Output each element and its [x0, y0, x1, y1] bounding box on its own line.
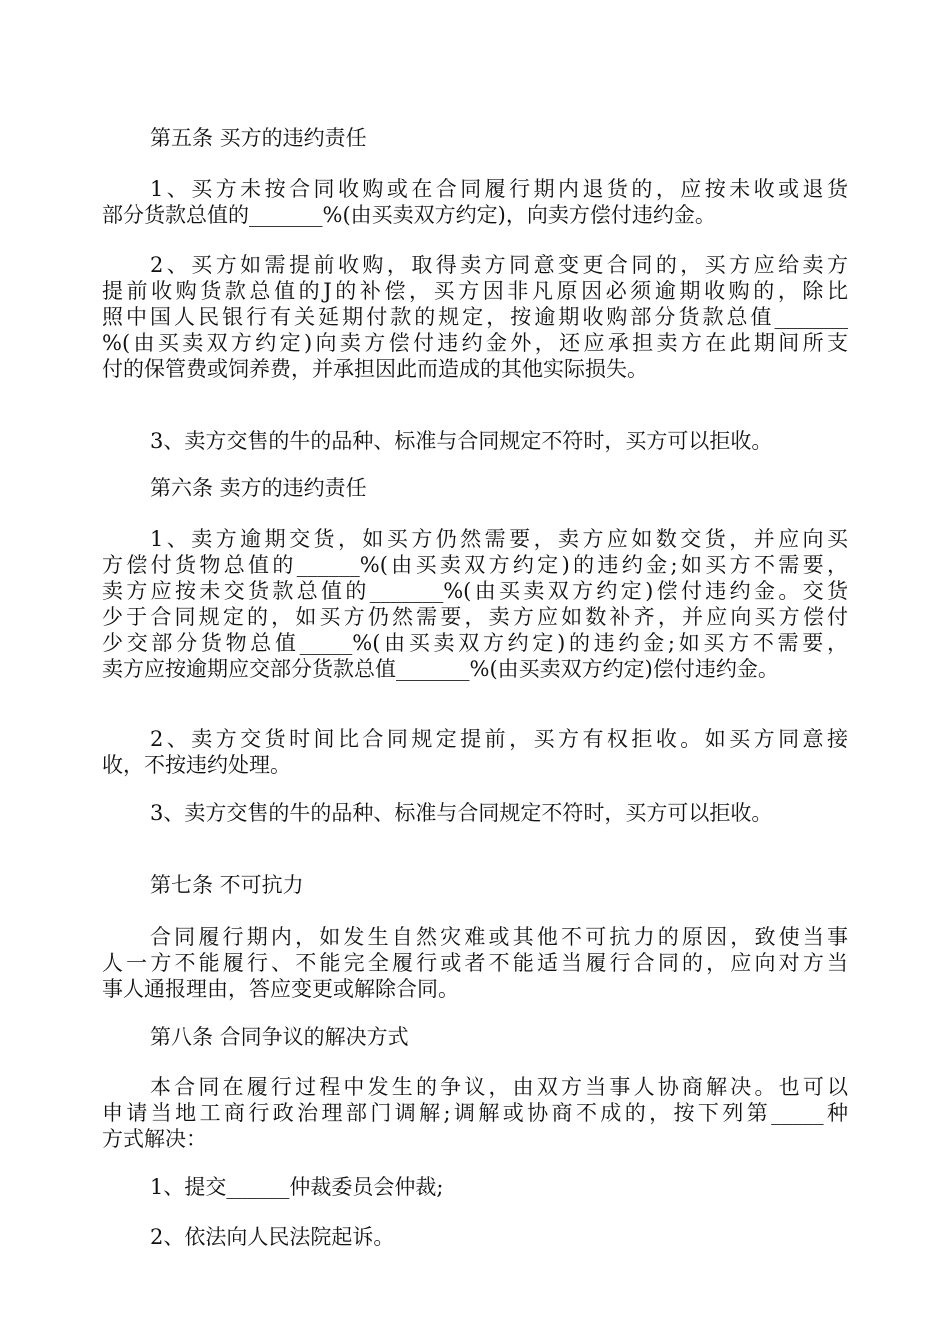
paragraph-line: 卖方应按未交货款总值的_______%(由买卖双方约定)偿付违约金。交货: [102, 579, 848, 603]
paragraph-line: 本合同在履行过程中发生的争议，由双方当事人协商解决。也可以: [150, 1075, 848, 1099]
paragraph-line: 方偿付货物总值的______%(由买卖双方约定)的违约金;如买方不需要，: [102, 553, 848, 577]
paragraph-line: 收，不按违约处理。: [102, 753, 291, 777]
paragraph-line: %(由买卖双方约定)向卖方偿付违约金外，还应承担卖方在此期间所支: [102, 331, 848, 355]
paragraph-line: 事人通报理由，答应变更或解除合同。: [102, 977, 459, 1001]
paragraph-line: 3、卖方交售的牛的品种、标准与合同规定不符时，买方可以拒收。: [150, 429, 773, 453]
paragraph-line: 2、买方如需提前收购，取得卖方同意变更合同的，买方应给卖方: [150, 253, 848, 277]
paragraph-line: 1、提交______仲裁委员会仲裁;: [150, 1175, 444, 1199]
heading-article-8: 第八条 合同争议的解决方式: [150, 1025, 409, 1049]
heading-article-6: 第六条 卖方的违约责任: [150, 476, 367, 500]
paragraph-line: 方式解决：: [102, 1127, 207, 1151]
paragraph-line: 提前收购货款总值的J的补偿，买方因非凡原因必须逾期收购的，除比: [102, 279, 848, 303]
paragraph-line: 申请当地工商行政治理部门调解;调解或协商不成的，按下列第_____种: [102, 1101, 848, 1125]
paragraph-line: 1、卖方逾期交货，如买方仍然需要，卖方应如数交货，并应向买: [150, 527, 848, 551]
paragraph-line: 人一方不能履行、不能完全履行或者不能适当履行合同的，应向对方当: [102, 951, 848, 975]
paragraph-line: 2、卖方交货时间比合同规定提前，买方有权拒收。如买方同意接: [150, 727, 848, 751]
paragraph-line: 部分货款总值的_______%(由买卖双方约定)，向卖方偿付违约金。: [102, 203, 716, 227]
heading-article-7: 第七条 不可抗力: [150, 873, 304, 897]
paragraph-line: 付的保管费或饲养费，并承担因此而造成的其他实际损失。: [102, 357, 648, 381]
heading-article-5: 第五条 买方的违约责任: [150, 126, 367, 150]
paragraph-line: 1、买方未按合同收购或在合同履行期内退货的，应按未收或退货: [150, 177, 848, 201]
paragraph-line: 少于合同规定的，如买方仍然需要，卖方应如数补齐，并应向买方偿付: [102, 605, 848, 629]
paragraph-line: 卖方应按逾期应交部分货款总值_______%(由买卖双方约定)偿付违约金。: [102, 657, 779, 681]
paragraph-line: 合同履行期内，如发生自然灾难或其他不可抗力的原因，致使当事: [150, 925, 848, 949]
paragraph-line: 2、依法向人民法院起诉。: [150, 1225, 395, 1249]
paragraph-line: 少交部分货物总值_____%(由买卖双方约定)的违约金;如买方不需要，: [102, 631, 848, 655]
paragraph-line: 3、卖方交售的牛的品种、标准与合同规定不符时，买方可以拒收。: [150, 801, 773, 825]
paragraph-line: 照中国人民银行有关延期付款的规定，按逾期收购部分货款总值_______: [102, 305, 848, 329]
